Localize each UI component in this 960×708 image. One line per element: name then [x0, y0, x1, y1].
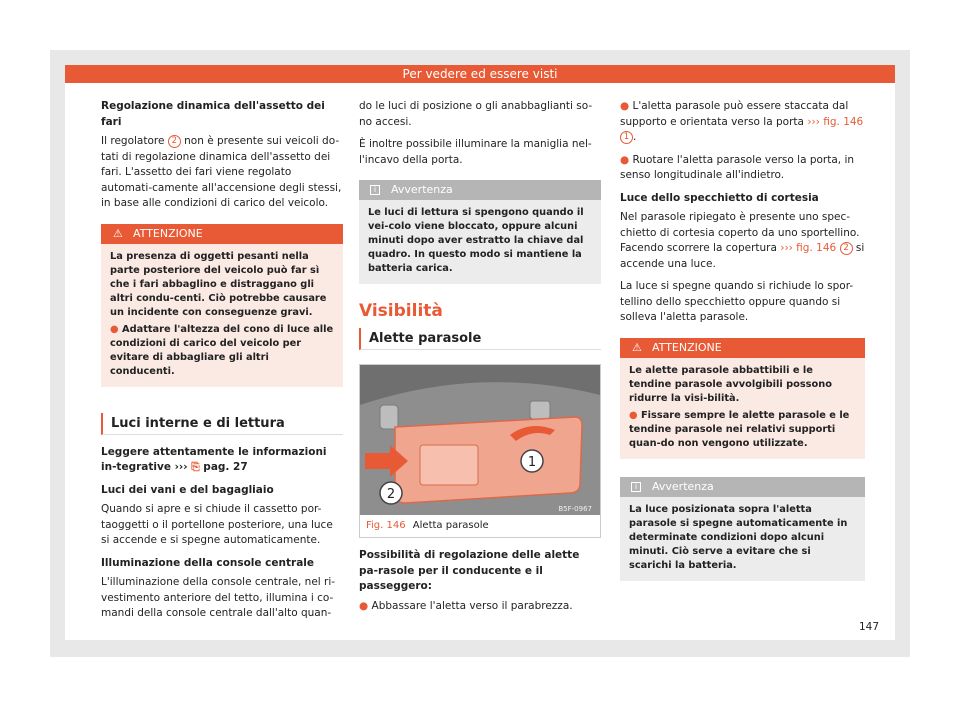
- note-box: [359, 180, 601, 284]
- paragraph-text: Nel parasole ripiegato è presente uno spec-chietto di cortesia coperto da uno sportellino. Facendo scorrere la copertura: [620, 211, 860, 254]
- bullet-icon: ●: [359, 599, 369, 612]
- paragraph-door-handle: È inoltre possibile illuminare la maniglia nel-l'incavo della porta.: [359, 138, 592, 166]
- warning-bullet-item: [110, 323, 334, 379]
- chapter-title-visibility: Visibilità: [359, 301, 443, 321]
- warning-body: [620, 358, 865, 459]
- svg-text:1: 1: [527, 454, 537, 470]
- note-title: Avvertenza: [391, 183, 453, 196]
- warning-triangle-icon: ⚠: [113, 226, 123, 240]
- bullet-text: L'aletta parasole può essere staccata dal supporto e orientata verso la porta: [620, 100, 849, 128]
- figure-reference-link[interactable]: ››› fig. 146: [780, 242, 837, 254]
- bullet-item: [620, 153, 865, 184]
- info-icon: i: [631, 482, 641, 492]
- bullet-icon: ●: [629, 409, 638, 421]
- column-middle: [359, 99, 601, 621]
- note-box: [620, 477, 865, 581]
- warning-body: [101, 244, 343, 387]
- warning-title: ATTENZIONE: [652, 340, 722, 354]
- info-icon: i: [370, 185, 380, 195]
- callout-number: 2: [168, 135, 181, 148]
- sun-visor-drawing: [360, 365, 600, 515]
- reference-arrows: ›››: [174, 461, 188, 473]
- book-icon: ⎘: [191, 461, 200, 473]
- sun-visor-illustration: [360, 365, 600, 515]
- figure-caption: [360, 515, 600, 538]
- paragraph-regulator: [101, 134, 343, 212]
- warning-title: ATTENZIONE: [133, 226, 203, 240]
- warning-text: La presenza di oggetti pesanti nella parte posteriore del veicolo può far sì che i fari abbaglino e distraggano gli altri condu-centi. Ciò potrebbe causare un incidente con conseguenze gravi.: [110, 250, 327, 318]
- warning-box: [101, 224, 343, 387]
- warning-header: [101, 224, 343, 244]
- warning-header: [620, 338, 865, 358]
- paragraph-mirror: [620, 210, 865, 272]
- manual-page: [65, 65, 895, 640]
- figure-reference-link[interactable]: ››› fig. 146: [807, 115, 864, 128]
- warning-text: Fissare sempre le alette parasole e le tendine parasole nei relativi supporti quan-do non vengono utilizzate.: [629, 409, 850, 449]
- heading-compartment-lights: Luci dei vani e del bagagliaio: [101, 483, 274, 496]
- paragraph-compartment: Quando si apre e si chiude il cassetto por-taoggetti o il portellone posteriore, una luce si accende e si spegne automaticamente.: [101, 503, 333, 546]
- svg-text:2: 2: [386, 486, 396, 502]
- warning-triangle-icon: ⚠: [632, 340, 642, 354]
- section-heading-interior-lights: Luci interne e di lettura: [101, 413, 343, 435]
- bullet-icon: ●: [620, 153, 630, 166]
- figure-code: B5F-0967: [558, 504, 592, 513]
- warning-text: Adattare l'altezza del cono di luce alle condizioni di carico del veicolo per evitare di abbagliare gli altri conducenti.: [110, 323, 334, 377]
- column-left: [101, 99, 343, 629]
- paragraph-text: Il regolatore: [101, 135, 165, 147]
- warning-box: [620, 338, 865, 459]
- paragraph-read-info: [101, 445, 343, 476]
- callout-number: 2: [840, 242, 853, 255]
- paragraph-light-off: La luce si spegne quando si richiude lo spor-tellino dello specchietto oppure quando si solleva l'aletta parasole.: [620, 280, 854, 323]
- paragraph-text: si accende una luce.: [620, 242, 865, 270]
- callout-number: 1: [620, 131, 633, 144]
- note-title: Avvertenza: [652, 479, 714, 493]
- section-heading-sun-visors: Alette parasole: [359, 328, 601, 350]
- bullet-item: [359, 599, 601, 615]
- warning-text: Le alette parasole abbattibili e le tendine parasole avvolgibili possono ridurre la visi-bilità.: [629, 364, 832, 404]
- note-header: [359, 180, 601, 200]
- bullet-text: Abbassare l'aletta verso il parabrezza.: [371, 599, 573, 612]
- bullet-icon: ●: [110, 323, 119, 335]
- page-reference-link[interactable]: pag. 27: [203, 461, 248, 473]
- paragraph-text: Leggere attentamente le informazioni in-tegrative: [101, 445, 327, 473]
- column-right: [620, 99, 865, 593]
- heading-visor-adjustment: Possibilità di regolazione delle alette pa-rasole per il conducente e il passeggero:: [359, 549, 580, 592]
- paragraph-continued: do le luci di posizione o gli anabbaglianti so-no accesi.: [359, 100, 593, 128]
- paragraph-console: L'illuminazione della console centrale, nel ri-vestimento anteriore del tetto, illumina i co-mandi della console centrale dall'alto quan-: [101, 576, 336, 619]
- note-body: La luce posizionata sopra l'aletta parasole si spegne automaticamente in determinate condizioni dopo alcuni minuti. Ciò serve a evitare che si scarichi la batteria.: [629, 503, 848, 571]
- heading-dynamic-leveling: Regolazione dinamica dell'assetto dei fari: [101, 100, 325, 128]
- bullet-item: ● L'aletta parasole può essere staccata dal supporto e orientata verso la porta ››› fig. 146 1 .: [620, 100, 864, 143]
- figure-caption-text: Aletta parasole: [412, 519, 489, 531]
- figure-number: Fig. 146: [366, 519, 406, 531]
- heading-vanity-mirror-light: Luce dello specchietto di cortesia: [620, 191, 819, 204]
- bullet-icon: ●: [620, 100, 630, 112]
- note-header: [620, 477, 865, 497]
- chapter-header: Per vedere ed essere visti: [65, 65, 895, 83]
- bullet-text: Ruotare l'aletta parasole verso la porta, in senso longitudinale all'indietro.: [620, 153, 855, 181]
- note-body: Le luci di lettura si spengono quando il vei-colo viene bloccato, oppure alcuni minuti dopo aver estratto la chiave dal quadro. In questo modo si mantiene la batteria carica.: [368, 207, 584, 274]
- heading-console-lighting: Illuminazione della console centrale: [101, 556, 315, 569]
- warning-bullet-item: [629, 409, 856, 451]
- figure-sun-visor: [359, 364, 601, 539]
- paragraph-text: non è presente sui veicoli do-tati di regolazione dinamica dell'assetto dei fari. L'assetto dei fari viene regolato automati-camente all'accensione degli stessi, in base alle condizioni di carico del veicolo.: [101, 135, 342, 209]
- page-number: 147: [858, 621, 879, 633]
